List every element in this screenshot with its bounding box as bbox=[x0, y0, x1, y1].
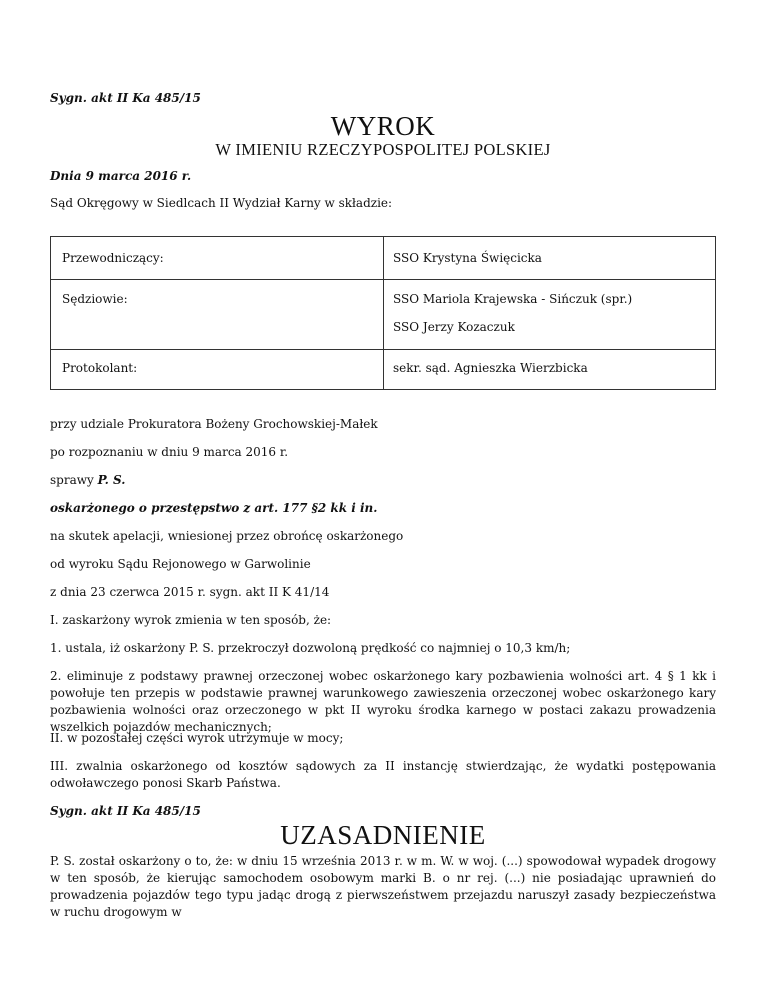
table-row-separator bbox=[51, 349, 715, 350]
case-signature-top: Sygn. akt II Ka 485/15 bbox=[50, 91, 201, 105]
justification-paragraph: P. S. został oskarżony o to, że: w dniu 15 września 2013 r. w m. W. w woj. (...) spowodował wypadek drogowy w ten sposób, że kierując samochodem osobowym marki B. o nr rej. (...) nie posiadając uprawnień do prowadzenia pojazdów tego typu jadąc drogą z pierwszeństwem przejazdu naruszył zasady bezpieczeństwa w ruchu drogowym w bbox=[50, 854, 716, 919]
judgment-subtitle: W IMIENIU RZECZYPOSPOLITEJ POLSKIEJ bbox=[215, 140, 551, 159]
court-composition-table bbox=[50, 236, 716, 390]
case-prefix: sprawy bbox=[50, 473, 98, 487]
prosecutor-line: przy udziale Prokuratora Bożeny Grochowskiej-Małek bbox=[50, 417, 378, 431]
case-line bbox=[50, 472, 125, 488]
judge-2: SSO Jerzy Kozaczuk bbox=[393, 320, 515, 334]
judgment-date: Dnia 9 marca 2016 r. bbox=[50, 169, 192, 183]
verdict-point-3: III. zwalnia oskarżonego od kosztów sądowych za II instancję stwierdzając, że wydatki postępowania odwoławczego ponosi Skarb Państwa. bbox=[50, 759, 716, 790]
verdict-point-2: II. w pozostałej części wyrok utrzymuje w mocy; bbox=[50, 731, 344, 745]
chair-label: Przewodniczący: bbox=[62, 251, 164, 265]
judges-label: Sędziowie: bbox=[62, 292, 128, 306]
clerk-value: sekr. sąd. Agnieszka Wierzbicka bbox=[393, 361, 588, 375]
lower-judgment-date-line: z dnia 23 czerwca 2015 r. sygn. akt II K 41/14 bbox=[50, 585, 330, 599]
hearing-line: po rozpoznaniu w dniu 9 marca 2016 r. bbox=[50, 445, 289, 459]
case-signature-justification: Sygn. akt II Ka 485/15 bbox=[50, 804, 201, 818]
charge-line: oskarżonego o przestępstwo z art. 177 §2 kk i in. bbox=[50, 501, 378, 515]
chair-value: SSO Krystyna Święcicka bbox=[393, 251, 542, 265]
verdict-point-1-2: 2. eliminuje z podstawy prawnej orzeczonej wobec oskarżonego kary pozbawienia wolności art. 4 § 1 kk i powołuje ten przepis w podstawie prawnej warunkowego zawieszenia orzeczonej wobec oskarżonego kary pozbawienia wolności oraz orzeczonego w pkt II wyroku środka karnego w postaci zakazu prowadzenia wszelkich pojazdów mechanicznych; bbox=[50, 669, 716, 734]
court-composition-intro: Sąd Okręgowy w Siedlcach II Wydział Karny w składzie: bbox=[50, 196, 393, 210]
lower-court-line: od wyroku Sądu Rejonowego w Garwolinie bbox=[50, 557, 311, 571]
verdict-point-1-1: 1. ustala, iż oskarżony P. S. przekroczył dozwoloną prędkość co najmniej o 10,3 km/h; bbox=[50, 641, 571, 655]
table-row-separator bbox=[51, 279, 715, 280]
table-column-divider bbox=[383, 237, 384, 389]
defendant-name: P. S. bbox=[97, 473, 126, 487]
justification-title: UZASADNIENIE bbox=[280, 820, 486, 850]
judgment-title: WYROK bbox=[330, 111, 436, 141]
clerk-label: Protokolant: bbox=[62, 361, 138, 375]
verdict-point-1: I. zaskarżony wyrok zmienia w ten sposób, że: bbox=[50, 613, 332, 627]
appeal-line: na skutek apelacji, wniesionej przez obrońcę oskarżonego bbox=[50, 529, 404, 543]
judge-1: SSO Mariola Krajewska - Sińczuk (spr.) bbox=[393, 292, 633, 306]
